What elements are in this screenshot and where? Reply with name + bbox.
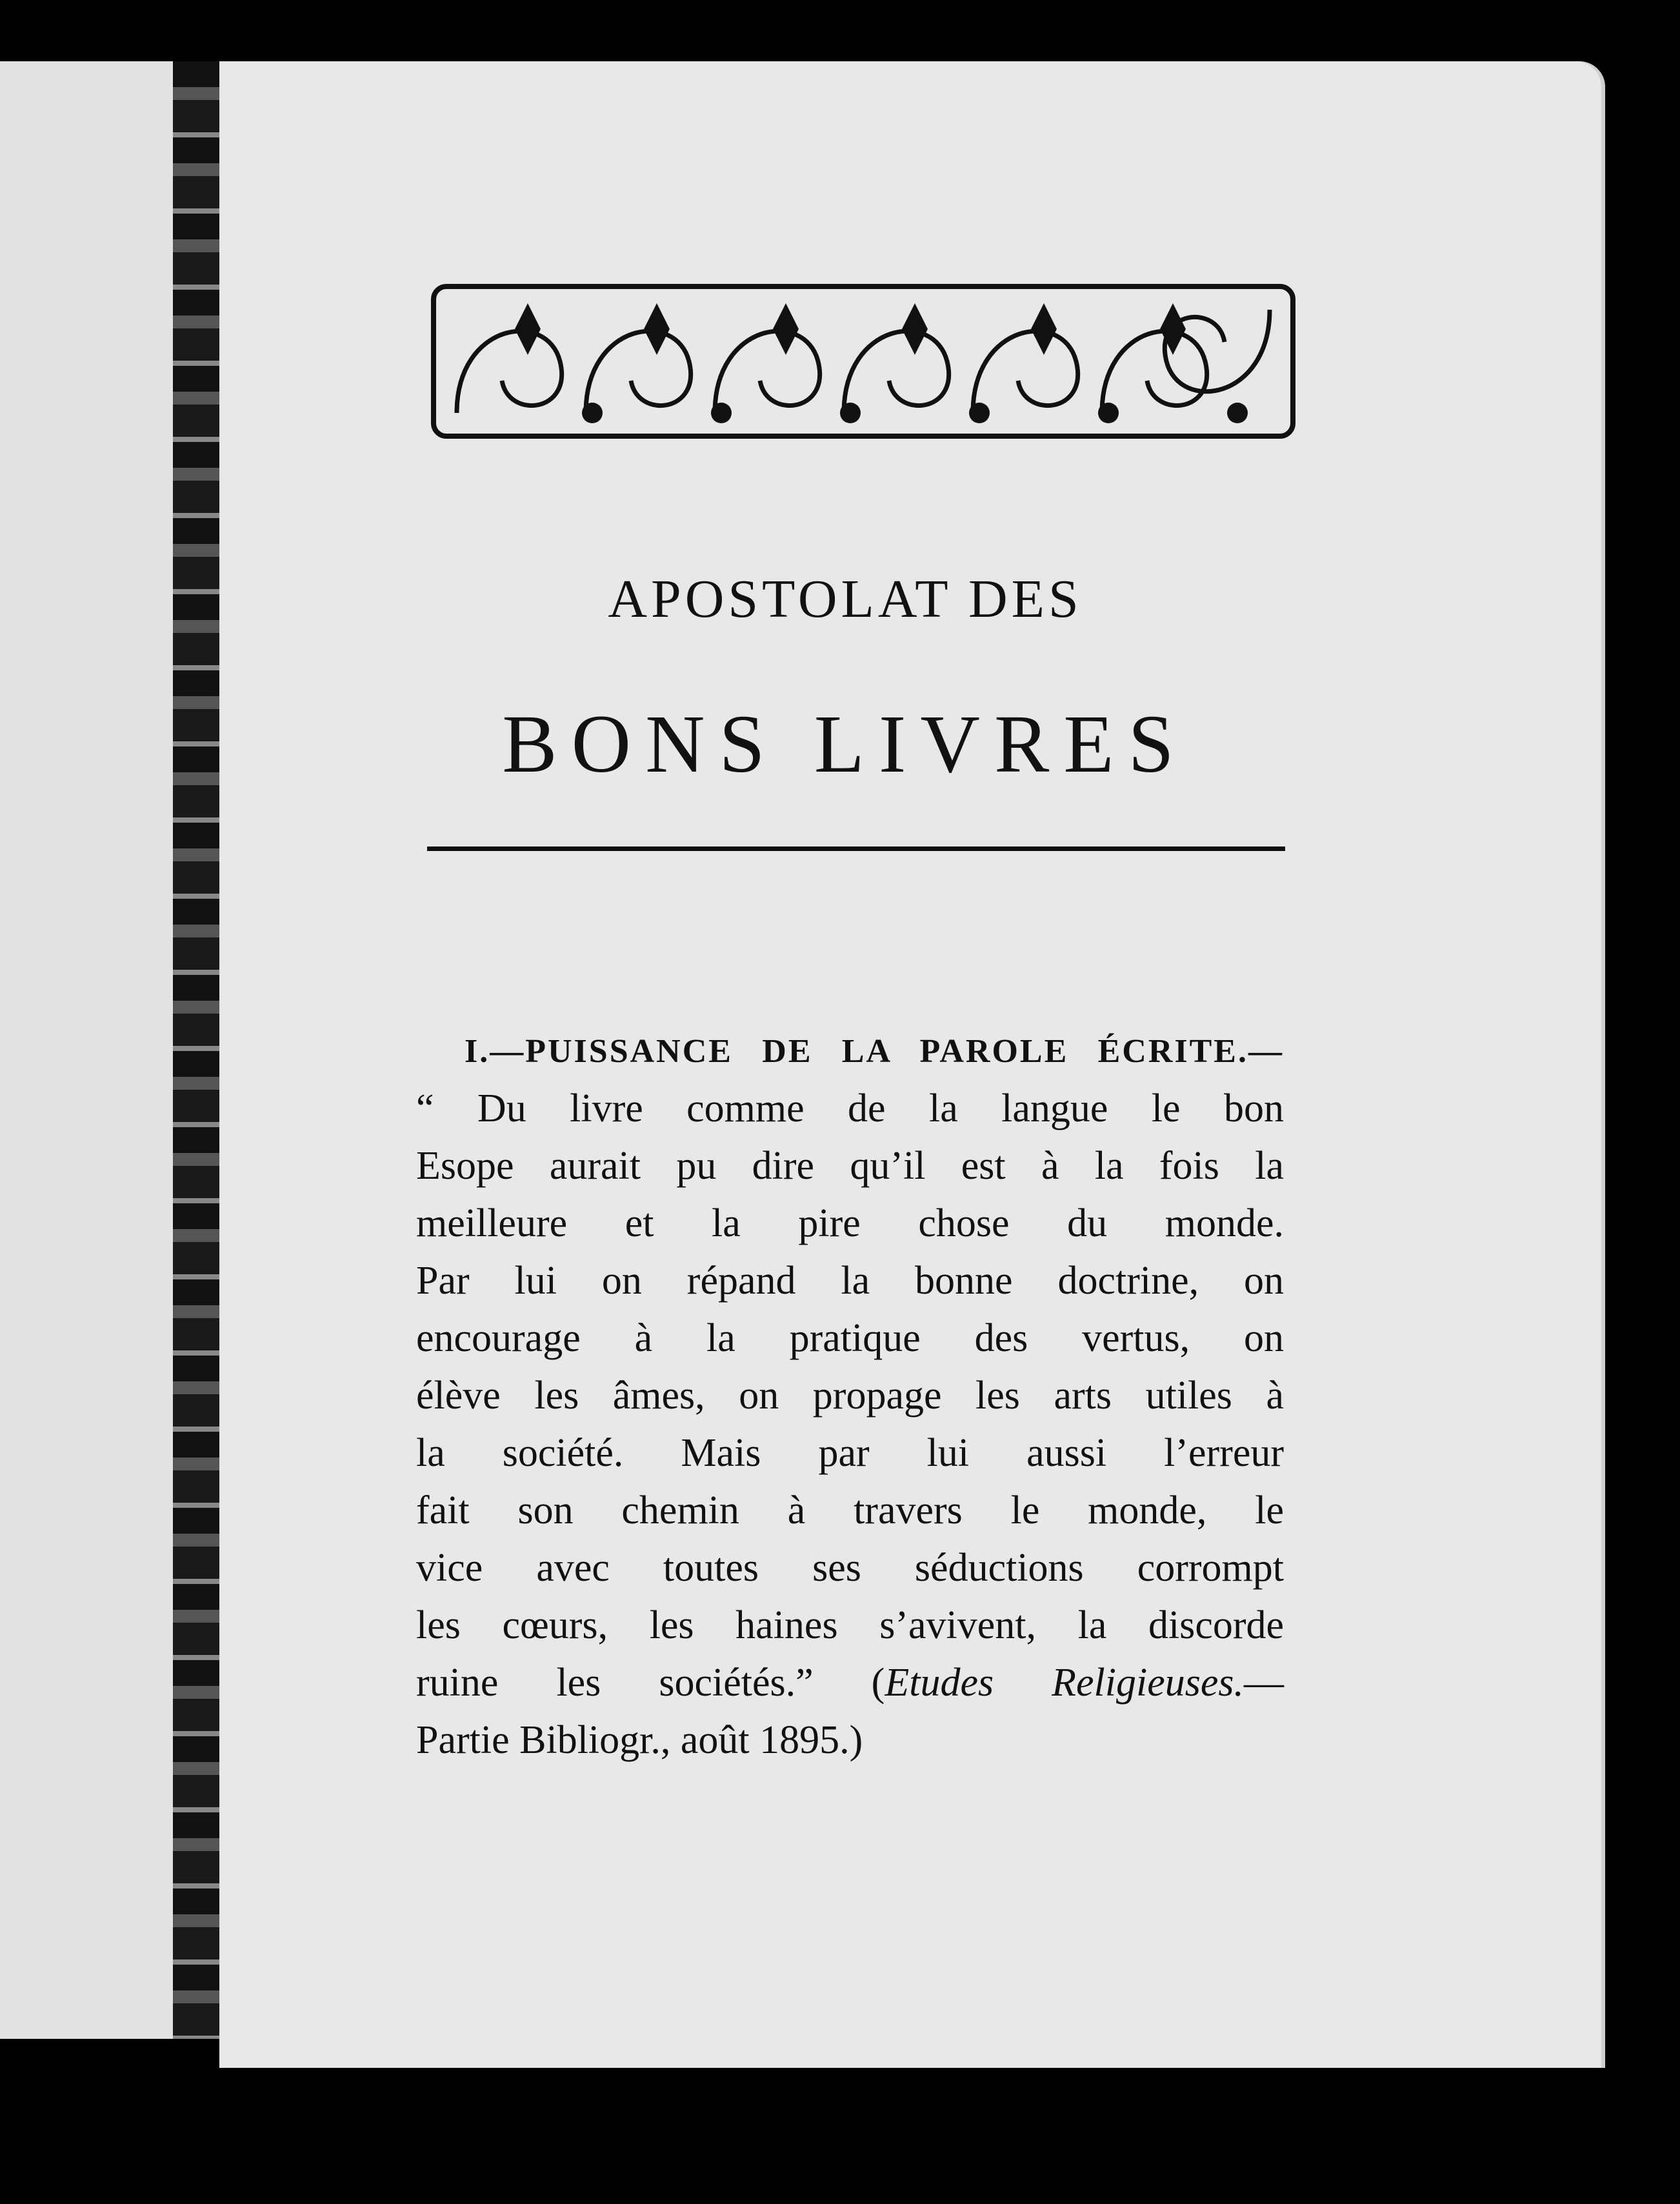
citation-journal: Etudes Religieuses. <box>885 1661 1244 1705</box>
book-binding <box>173 61 225 2039</box>
facing-page <box>0 61 194 2039</box>
text-line: “ Du livre comme de la langue le bon <box>416 1087 1284 1130</box>
text-line: vice avec toutes ses séductions corrompt <box>416 1546 1284 1590</box>
section-heading: I.—PUISSANCE DE LA PAROLE ÉCRITE.— <box>465 1033 1284 1070</box>
text-line: Par lui on répand la bonne doctrine, on <box>416 1259 1284 1303</box>
title-rule <box>427 847 1285 851</box>
title-line-1: APOSTOLAT DES <box>608 569 1083 629</box>
text-line: Esope aurait pu dire qu’il est à la fois la <box>416 1144 1284 1188</box>
text-line: meilleure et la pire chose du monde. <box>416 1201 1284 1245</box>
text-line: la société. Mais par lui aussi l’erreur <box>416 1431 1284 1475</box>
floral-ornament-band <box>431 284 1295 439</box>
text-line: élève les âmes, on propage les arts utiles à <box>416 1374 1284 1418</box>
text-line: encourage à la pratique des vertus, on <box>416 1316 1284 1360</box>
citation-dash: — <box>1244 1661 1284 1705</box>
title-line-2: BONS LIVRES <box>502 698 1188 790</box>
text-line: fait son chemin à travers le monde, le <box>416 1488 1284 1532</box>
citation-line <box>416 1654 1284 1712</box>
section-body <box>416 1023 1284 1769</box>
citation-start: ruine les sociétés.” ( <box>416 1661 885 1705</box>
text-line: les cœurs, les haines s’avivent, la discorde <box>416 1603 1284 1647</box>
citation-end: Partie Bibliogr., août 1895.) <box>416 1718 863 1762</box>
